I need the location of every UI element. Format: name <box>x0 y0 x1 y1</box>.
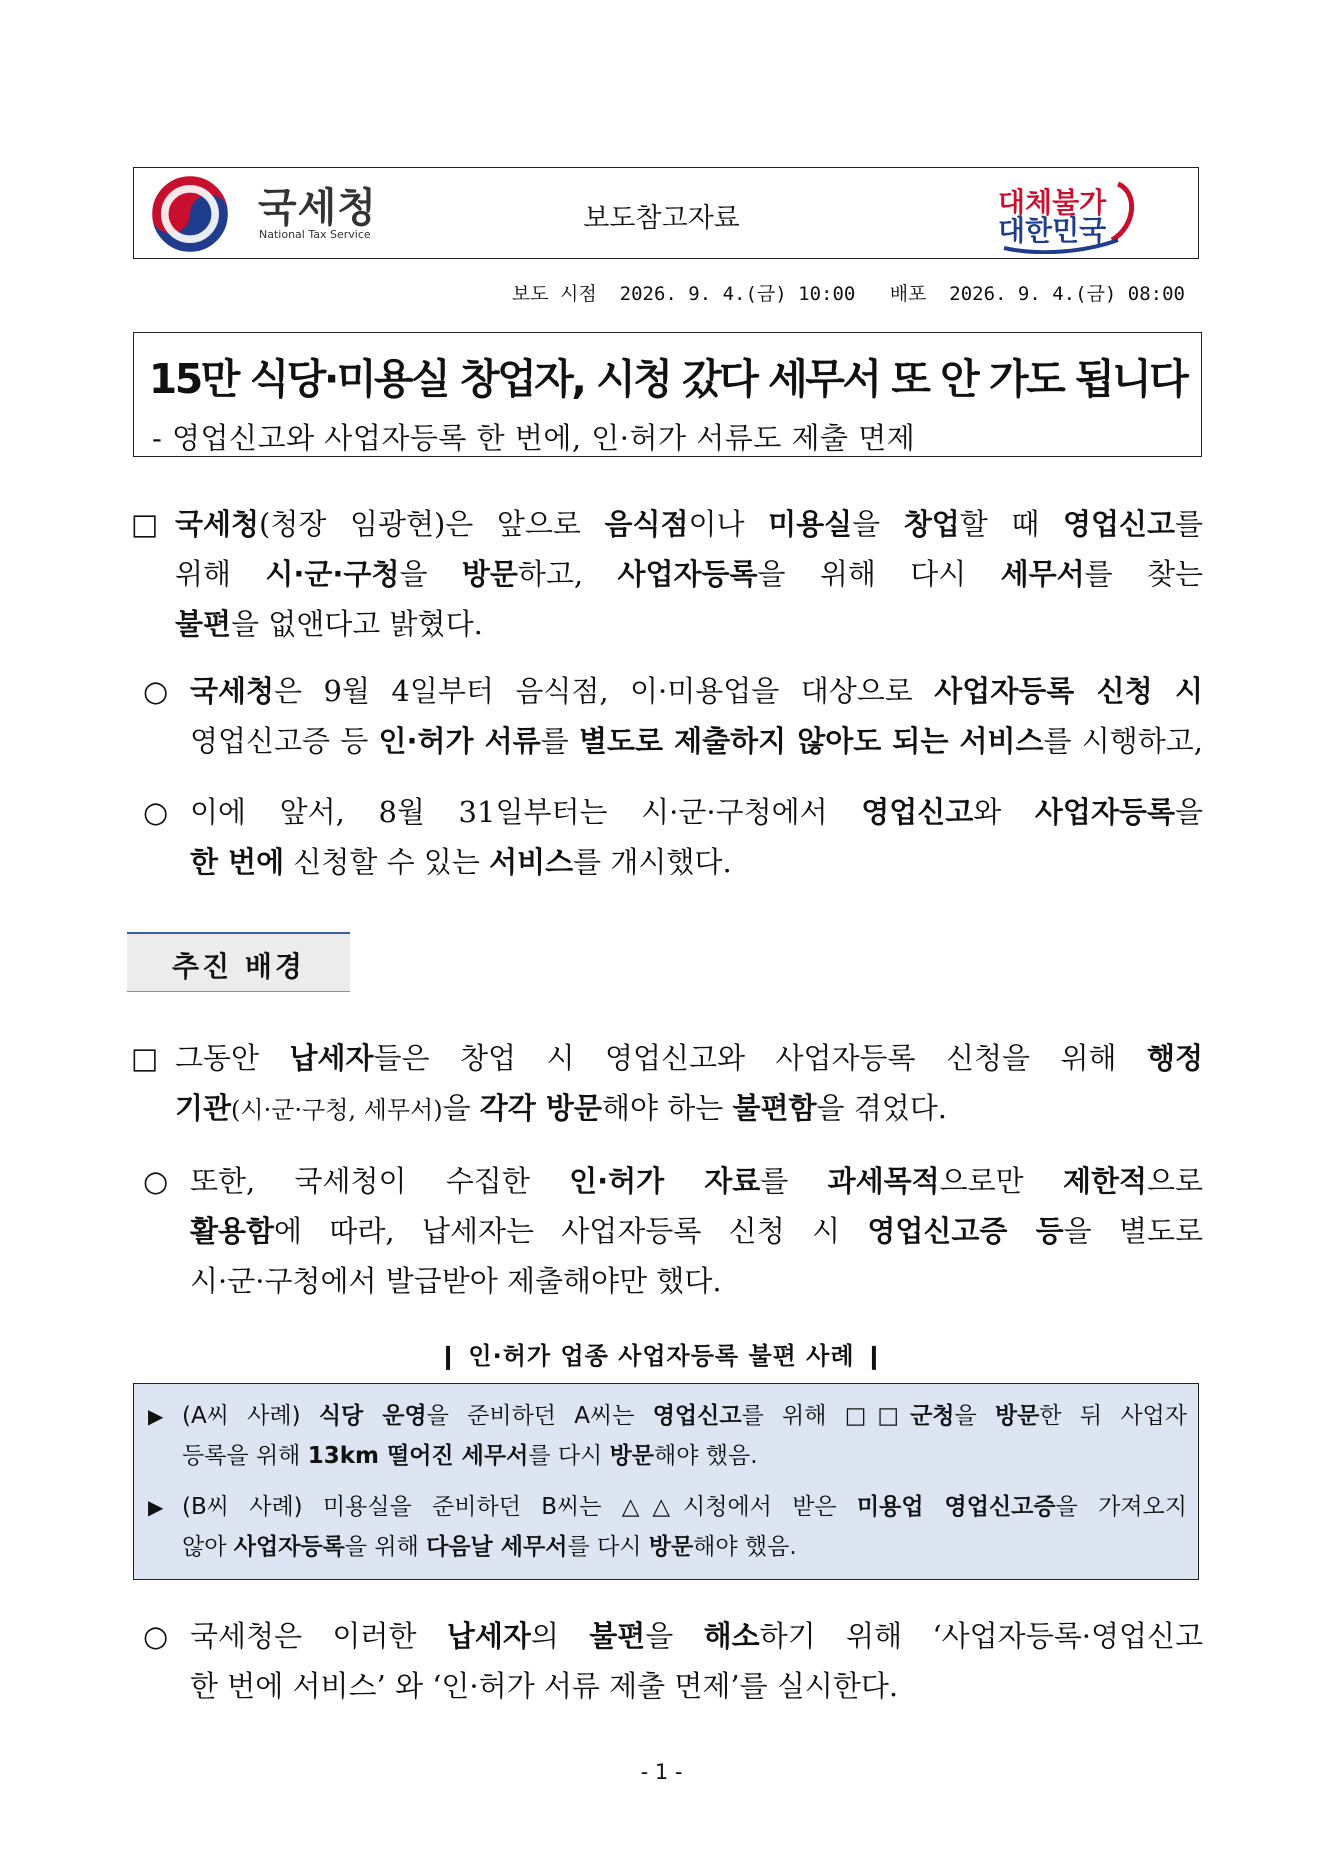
case-caption: ❙ 인·허가 업종 사업자등록 불편 사례 ❙ <box>437 1342 886 1370</box>
paragraph-2: 국세청은 9월 4일부터 음식점, 이·미용업을 대상으로 사업자등록 신청 시 영업신고증 등 인·허가 서류를 별도로 제출하지 않아도 되는 서비스를 시행하고, <box>190 674 1203 758</box>
paragraph-5: 또한, 국세청이 수집한 인·허가 자료를 과세목적으로만 제한적으로 활용함에 따라, 납세자는 사업자등록 신청 시 영업신고증 등을 별도로 시·군·구청에서 발급받아 제출해야만 했다. <box>190 1164 1204 1298</box>
paragraph-3: 이에 앞서, 8월 31일부터는 시·군·구청에서 영업신고와 사업자등록을 한 번에 신청할 수 있는 서비스를 개시했다. <box>190 795 1204 879</box>
circle-bullet-icon: ○ <box>143 674 169 708</box>
distribution-label: 배포 <box>889 283 927 305</box>
release-time: 2026. 9. 4.(금) 10:00 <box>619 283 856 305</box>
square-bullet-icon: □ <box>131 507 159 541</box>
square-bullet-icon: □ <box>131 1041 159 1075</box>
case-b: (B씨 사례) 미용실을 준비하던 B씨는 △△시청에서 받은 미용업 영업신고증을 가져오지 않아 사업자등록을 위해 다음날 세무서를 다시 방문해야 했음. <box>182 1494 1187 1560</box>
circle-bullet-icon: ○ <box>143 1619 169 1653</box>
agency-name-ko: 국세청 <box>258 185 377 231</box>
release-time-line <box>512 279 1185 306</box>
triangle-bullet-icon: ▶ <box>148 1404 164 1428</box>
release-label: 보도 시점 <box>511 283 597 305</box>
section-title: 추진 배경 <box>172 950 305 983</box>
circle-bullet-icon: ○ <box>143 795 169 829</box>
document-type: 보도참고자료 <box>583 203 740 234</box>
sub-title: - 영업신고와 사업자등록 한 번에, 인·허가 서류도 제출 면제 <box>152 421 916 455</box>
main-title: 15만 식당·미용실 창업자, 시청 갔다 세무서 또 안 가도 됩니다 <box>148 355 1187 403</box>
paragraph-6: 국세청은 이러한 납세자의 불편을 해소하기 위해 ‘사업자등록·영업신고 한 번에 서비스’ 와 ‘인·허가 서류 제출 면제’를 실시한다. <box>190 1619 1203 1703</box>
case-a: (A씨 사례) 식당 운영을 준비하던 A씨는 영업신고를 위해 □□군청을 방문한 뒤 사업자 등록을 위해 13km 떨어진 세무서를 다시 방문해야 했음. <box>182 1403 1187 1469</box>
paragraph-1: 국세청(청장 임광현)은 앞으로 음식점이나 미용실을 창업할 때 영업신고를 위해 시·군·구청을 방문하고, 사업자등록을 위해 다시 세무서를 찾는 불편을 없앤다고 밝혔다. <box>175 507 1204 641</box>
paragraph-4: 그동안 납세자들은 창업 시 영업신고와 사업자등록 신청을 위해 행정 기관(시·군·구청, 세무서)을 각각 방문해야 하는 불편함을 겪었다. <box>175 1041 1203 1125</box>
distribution-time: 2026. 9. 4.(금) 08:00 <box>949 283 1185 305</box>
slogan-line-1: 대체불가 <box>998 186 1107 219</box>
triangle-bullet-icon: ▶ <box>148 1495 164 1519</box>
agency-name-en: National Tax Service <box>259 228 371 241</box>
page-number: - 1 - <box>640 1760 683 1784</box>
circle-bullet-icon: ○ <box>143 1164 169 1198</box>
slogan-line-2: 대한민국 <box>998 214 1107 247</box>
slogan-logo <box>990 178 1140 254</box>
